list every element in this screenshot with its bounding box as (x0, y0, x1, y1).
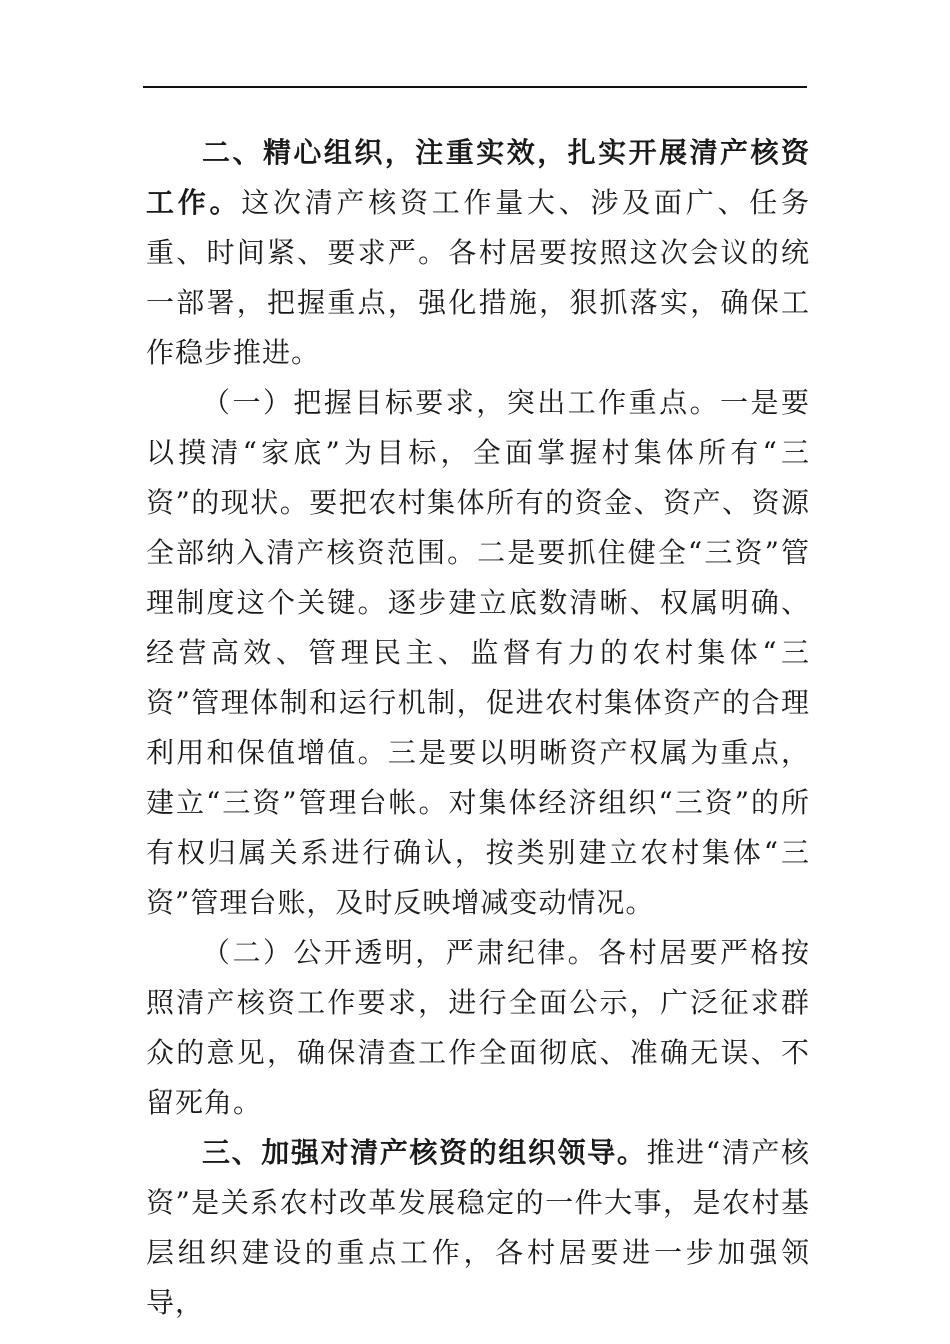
section-three-text: 推进“清产核资”是关系农村改革发展稳定的一件大事，是农村基层组织建设的重点工作，各村居要进一步加强领导， (146, 1136, 810, 1319)
document-body (146, 128, 810, 1328)
paragraph-item-two (146, 928, 810, 1128)
section-two-text: 这次清产核资工作量大、涉及面广、任务重、时间紧、要求严。各村居要按照这次会议的统一部署，把握重点，强化措施，狠抓落实，确保工作稳步推进。 (146, 186, 810, 369)
item-one-text: （一）把握目标要求，突出工作重点。一是要以摸清“家底”为目标，全面掌握村集体所有“三资”的现状。要把农村集体所有的资金、资产、资源全部纳入清产核资范围。二是要抓住健全“三资”管理制度这个关键。逐步建立底数清晰、权属明确、经营高效、管理民主、监督有力的农村集体“三资”管理体制和运行机制，促进农村集体资产的合理利用和保值增值。三是要以明晰资产权属为重点，建立“三资”管理台帐。对集体经济组织“三资”的所有权归属关系进行确认，按类别建立农村集体“三资”管理台账，及时反映增减变动情况。 (146, 386, 810, 919)
paragraph-section-three (146, 1128, 810, 1328)
paragraph-item-one (146, 378, 810, 928)
item-two-text: （二）公开透明，严肃纪律。各村居要严格按照清产核资工作要求，进行全面公示，广泛征求群众的意见，确保清查工作全面彻底、准确无误、不留死角。 (146, 936, 810, 1119)
section-three-heading: 三、加强对清产核资的组织领导。 (202, 1136, 647, 1169)
section-two-heading: 二、精心组织，注重实效，扎实开展清产核资工作。 (146, 136, 810, 219)
paragraph-section-two (146, 128, 810, 378)
header-rule (143, 86, 807, 88)
